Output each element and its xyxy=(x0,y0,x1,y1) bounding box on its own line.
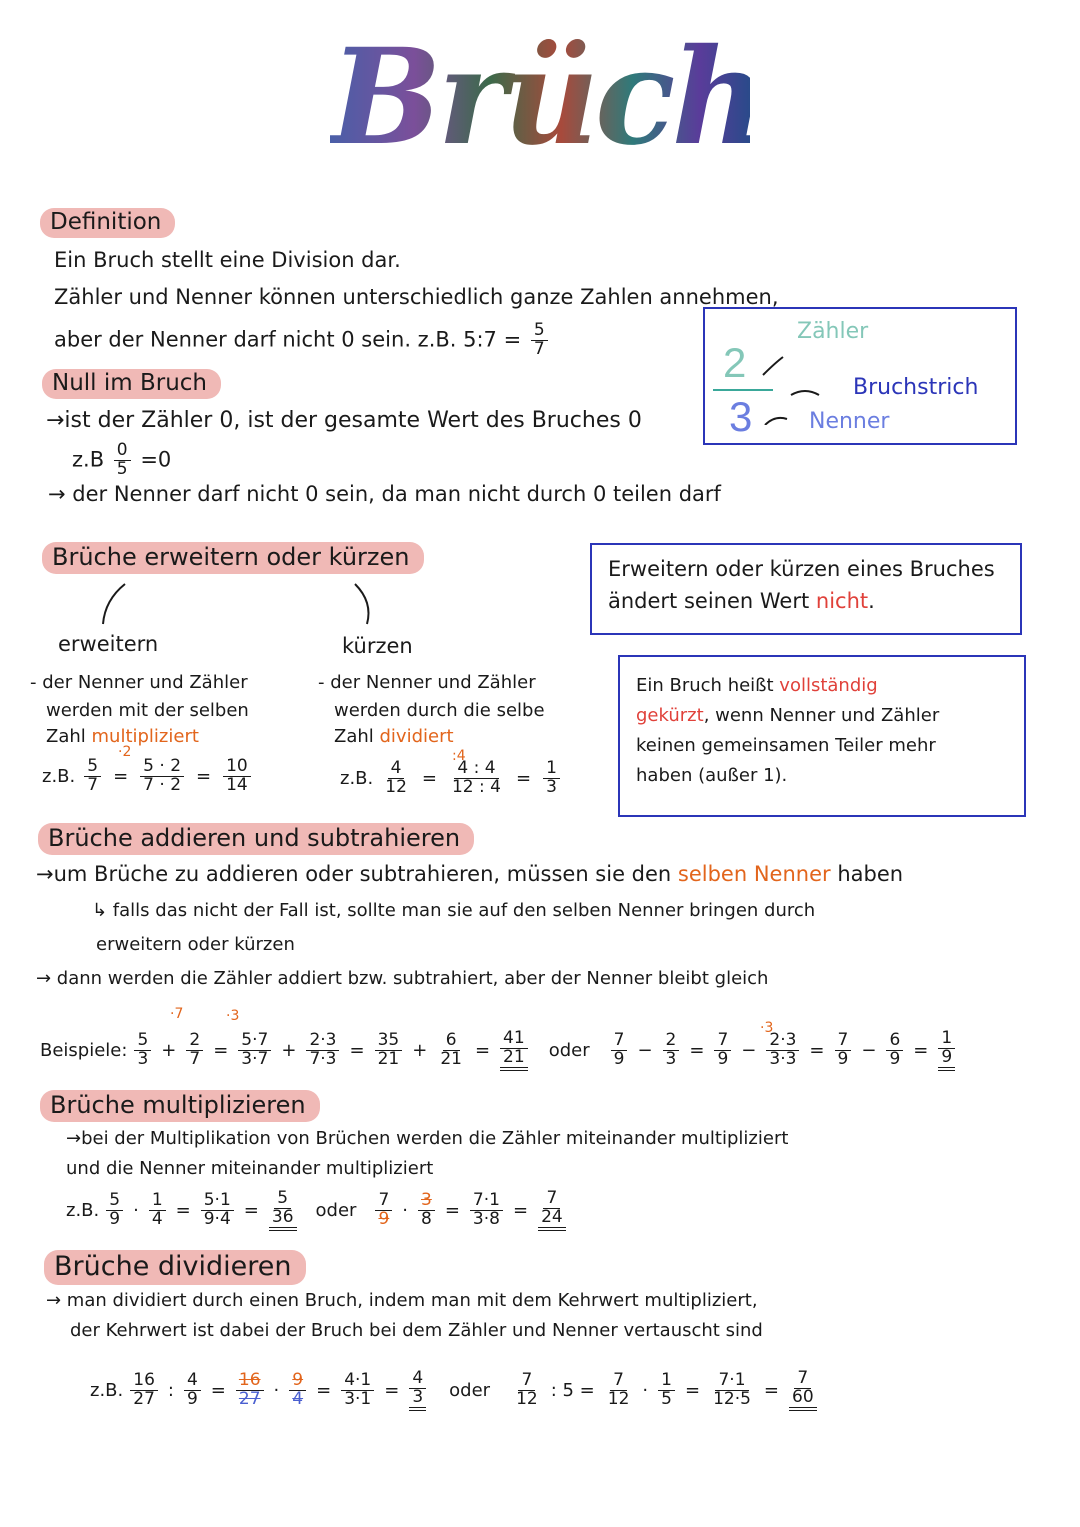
value-box-text: ändert seinen Wert xyxy=(608,589,816,613)
reduced-box-highlight-2: gekürzt xyxy=(636,705,704,726)
definition-line-3-text: aber der Nenner darf nicht 0 sein. z.B. 5:7 = xyxy=(54,327,522,352)
add-sub-line-1-end: haben xyxy=(830,862,904,886)
reduce-example-prefix: z.B. xyxy=(340,767,374,789)
definition-line-3 xyxy=(54,322,551,359)
null-line-1: →ist der Zähler 0, ist der gesamte Wert des Bruches 0 xyxy=(46,408,642,433)
definition-line-1: Ein Bruch stellt eine Division dar. xyxy=(54,248,401,272)
diagram-label-denominator: Nenner xyxy=(809,409,890,434)
add-sub-line-3: erweitern oder kürzen xyxy=(96,934,295,955)
fully-reduced-box xyxy=(618,655,1026,817)
reduce-line-1: - der Nenner und Zähler xyxy=(318,672,536,693)
divide-examples: z.B. $\frac{16}{27}$ : $\frac{4}{9}$ = $\frac{16}{27}$ · $\frac{9}{4}$ = $\frac{4\cdot 1}{3\cdot 1}$ = $\frac{4}{3}$ oder $\frac{7}{12}$ : 5 = $\frac{7}{12}$ · $\frac{1}{5}$ = $\frac{7\cdot 1}{12\cdot 5}$ = $\frac{7}{60}$ xyxy=(90,1370,820,1411)
null-example-prefix: z.B xyxy=(72,447,105,472)
multiply-heading: Brüche multiplizieren xyxy=(40,1090,320,1122)
sub-mark-3: ·3 xyxy=(760,1020,774,1036)
fraction-diagram-box xyxy=(703,307,1017,445)
reduce-line-3 xyxy=(334,726,454,747)
reduce-fraction-3: $\frac{1}{3}$ xyxy=(543,760,560,797)
multiply-or: oder xyxy=(315,1199,357,1221)
definition-line-2: Zähler und Nenner können unterschiedlich ganze Zahlen annehmen, xyxy=(54,285,779,309)
example-label: Beispiele: xyxy=(40,1039,128,1061)
diagram-label-numerator: Zähler xyxy=(797,319,869,344)
null-example xyxy=(72,442,171,479)
expand-title: erweitern xyxy=(58,632,159,656)
reduced-box-line-2 xyxy=(636,705,939,726)
diagram-denominator: 3 xyxy=(729,393,753,440)
expand-mark: ·2 xyxy=(118,744,132,760)
reduced-box-line-4: haben (außer 1). xyxy=(636,765,788,786)
add-sub-heading: Brüche addieren und subtrahieren xyxy=(38,823,474,855)
reduced-box-highlight-1: vollständig xyxy=(779,675,878,696)
reduce-line-2: werden durch die selbe xyxy=(334,700,545,721)
reduced-box-text-2: , wenn Nenner und Zähler xyxy=(703,705,940,726)
definition-example-fraction: $\frac{5}{7}$ xyxy=(531,322,548,359)
multiply-prefix: z.B. xyxy=(66,1199,100,1221)
branch-lines xyxy=(95,580,395,630)
reduced-box-line-3: keinen gemeinsamen Teiler mehr xyxy=(636,735,936,756)
reduce-line-3-text: Zahl xyxy=(334,726,380,747)
multiply-line-2: und die Nenner miteinander multipliziert xyxy=(66,1158,434,1179)
expand-reduce-heading: Brüche erweitern oder kürzen xyxy=(42,542,424,574)
reduce-fraction-1: $\frac{4}{12}$ xyxy=(385,758,407,797)
divide-line-1: → man dividiert durch einen Bruch, indem man mit dem Kehrwert multipliziert, xyxy=(46,1290,758,1311)
reduce-fraction-2: $\frac{4 : 4}{12 : 4}$ xyxy=(451,758,501,797)
add-sub-examples: Beispiele: $\frac{5}{3}$ + $\frac{2}{7}$ = $\frac{5\cdot 7}{3\cdot 7}$ + $\frac{2\cdot 3}{7\cdot 3}$ = $\frac{35}{21}$ + $\frac{6}{21}$ = $\frac{41}{21}$ oder $\frac{7}{9}$ − $\frac{2}{3}$ = $\frac{7}{9}$ − $\frac{2\cdot 3}{3\cdot 3}$ = $\frac{7}{9}$ − $\frac{6}{9}$ = $\frac{1}{9}$ xyxy=(40,1030,958,1071)
value-box-line-1: Erweitern oder kürzen eines Bruches xyxy=(608,557,995,581)
expand-line-3-highlight: multipliziert xyxy=(91,726,199,747)
multiply-examples: z.B. $\frac{5}{9}$ · $\frac{1}{4}$ = $\frac{5\cdot 1}{9\cdot 4}$ = $\frac{5}{36}$ oder $\frac{7}{9}$ · $\frac{3}{8}$ = $\frac{7\cdot 1}{3\cdot 8}$ = $\frac{7}{24}$ xyxy=(66,1190,569,1231)
null-example-fraction: $\frac{0}{5}$ xyxy=(114,442,131,479)
add-sub-line-2: ↳ falls das nicht der Fall ist, sollte man sie auf den selben Nenner bringen durch xyxy=(92,900,816,921)
null-example-result: =0 xyxy=(140,447,172,472)
value-box-highlight: nicht xyxy=(815,589,869,613)
expand-example-prefix: z.B. xyxy=(42,765,76,787)
value-box-line-2 xyxy=(608,589,875,613)
value-box-period: . xyxy=(868,589,875,613)
add-sub-line-4: → dann werden die Zähler addiert bzw. subtrahiert, aber der Nenner bleibt gleich xyxy=(36,968,769,989)
divide-line-2: der Kehrwert ist dabei der Bruch bei dem Zähler und Nenner vertauscht sind xyxy=(70,1320,763,1341)
null-line-2: → der Nenner darf nicht 0 sein, da man nicht durch 0 teilen darf xyxy=(48,482,721,506)
reduced-box-text-1: Ein Bruch heißt xyxy=(636,675,780,696)
expand-fraction-3: $\frac{10}{14}$ xyxy=(223,758,251,795)
add-sub-line-1 xyxy=(36,862,903,886)
reduce-example: z.B. $\frac{4}{12}$ = $\frac{4 : 4}{12 : 4}$ = $\frac{1}{3}$ xyxy=(340,760,563,797)
add-sub-line-1-highlight: selben Nenner xyxy=(677,862,831,886)
reduce-mark: :4 xyxy=(452,748,466,764)
diagram-numerator: 2 xyxy=(723,339,747,386)
reduce-line-3-highlight: dividiert xyxy=(379,726,454,747)
expand-line-3-text: Zahl xyxy=(46,726,92,747)
expand-example: z.B. $\frac{5}{7}$ = $\frac{5 \cdot 2}{7 \cdot 2}$ = $\frac{10}{14}$ xyxy=(42,758,254,795)
reduce-title: kürzen xyxy=(342,634,413,658)
multiply-line-1: →bei der Multiplikation von Brüchen werden die Zähler miteinander multipliziert xyxy=(66,1128,789,1149)
definition-heading: Definition xyxy=(40,208,175,238)
expand-fraction-1: $\frac{5}{7}$ xyxy=(84,758,101,795)
expand-line-1: - der Nenner und Zähler xyxy=(30,672,248,693)
add-mark-7: ·7 xyxy=(170,1006,184,1022)
reduced-box-line-1 xyxy=(636,675,878,696)
add-sub-line-1-text: →um Brüche zu addieren oder subtrahieren, müssen sie den xyxy=(36,862,678,886)
value-unchanged-box xyxy=(590,543,1022,635)
divide-heading: Brüche dividieren xyxy=(44,1250,306,1285)
diagram-label-bar: Bruchstrich xyxy=(853,375,979,400)
divide-or: oder xyxy=(449,1379,491,1401)
null-heading: Null im Bruch xyxy=(42,369,221,399)
page-title: Brüche xyxy=(330,20,844,175)
expand-line-2: werden mit der selben xyxy=(46,700,249,721)
expand-fraction-2: $\frac{5 \cdot 2}{7 \cdot 2}$ xyxy=(140,758,184,795)
divide-prefix: z.B. xyxy=(90,1379,124,1401)
add-mark-3: ·3 xyxy=(226,1008,240,1024)
add-sub-or: oder xyxy=(548,1039,590,1061)
